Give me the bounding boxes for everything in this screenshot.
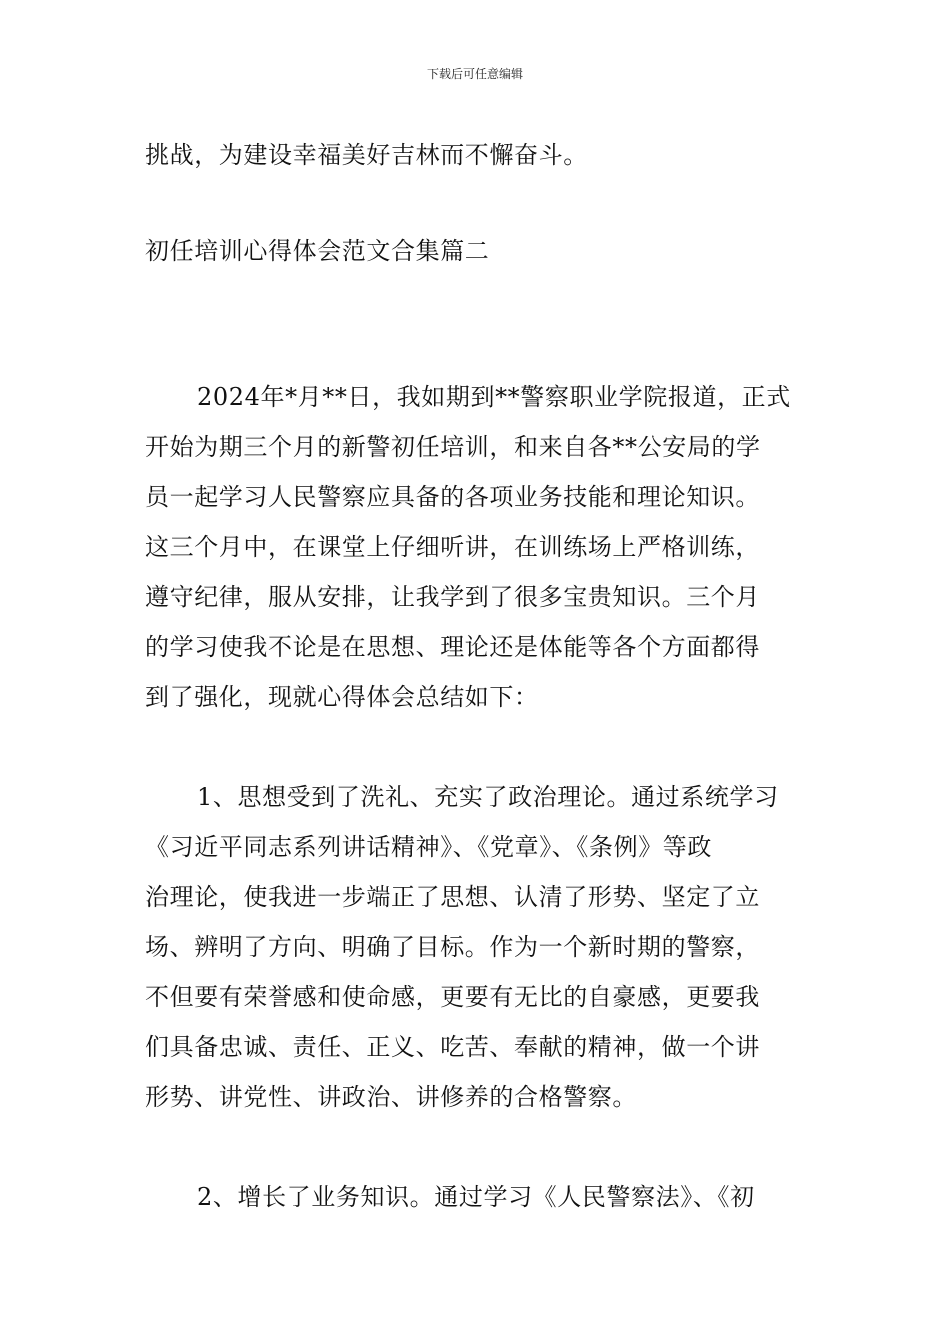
text-line: 治理论，使我进一步端正了思想、认清了形势、坚定了立: [145, 883, 760, 911]
page-header: 下载后可任意编辑: [426, 67, 523, 81]
text-line: 1、思想受到了洗礼、充实了政治理论。通过系统学习: [197, 783, 779, 811]
text-line: 的学习使我不论是在思想、理论还是体能等各个方面都得: [145, 633, 760, 661]
document-body: [145, 130, 810, 1222]
text-line: 《习近平同志系列讲话精神》、《党章》、《条例》等政: [145, 833, 712, 861]
text-line: 员一起学习人民警察应具备的各项业务技能和理论知识。: [145, 483, 760, 511]
text-line: 们具备忠诚、责任、正义、吃苦、奉献的精神，做一个讲: [145, 1033, 760, 1061]
text-line: 遵守纪律，服从安排，让我学到了很多宝贵知识。三个月: [145, 583, 760, 611]
section-title: [145, 226, 810, 276]
paragraph-intro: [145, 372, 810, 722]
paragraph-point-1: [145, 772, 810, 1122]
paragraph-point-2: [145, 1172, 810, 1222]
continuation-paragraph: [145, 130, 810, 180]
text-line: 开始为期三个月的新警初任培训，和来自各**公安局的学: [145, 433, 761, 461]
text-line: 到了强化，现就心得体会总结如下：: [145, 683, 539, 711]
text-line: 场、辨明了方向、明确了目标。作为一个新时期的警察，: [145, 933, 760, 961]
text-line: 2024年*月**日，我如期到**警察职业学院报道，正式: [197, 383, 791, 411]
section-title-text: 初任培训心得体会范文合集篇二: [145, 237, 490, 265]
text-line: 2、增长了业务知识。通过学习《人民警察法》、《初: [197, 1183, 755, 1211]
text-line: 挑战，为建设幸福美好吉林而不懈奋斗。: [145, 141, 588, 169]
text-line: 不但要有荣誉感和使命感，更要有无比的自豪感，更要我: [145, 983, 760, 1011]
text-line: 形势、讲党性、讲政治、讲修养的合格警察。: [145, 1083, 637, 1111]
text-line: 这三个月中，在课堂上仔细听讲，在训练场上严格训练，: [145, 533, 760, 561]
